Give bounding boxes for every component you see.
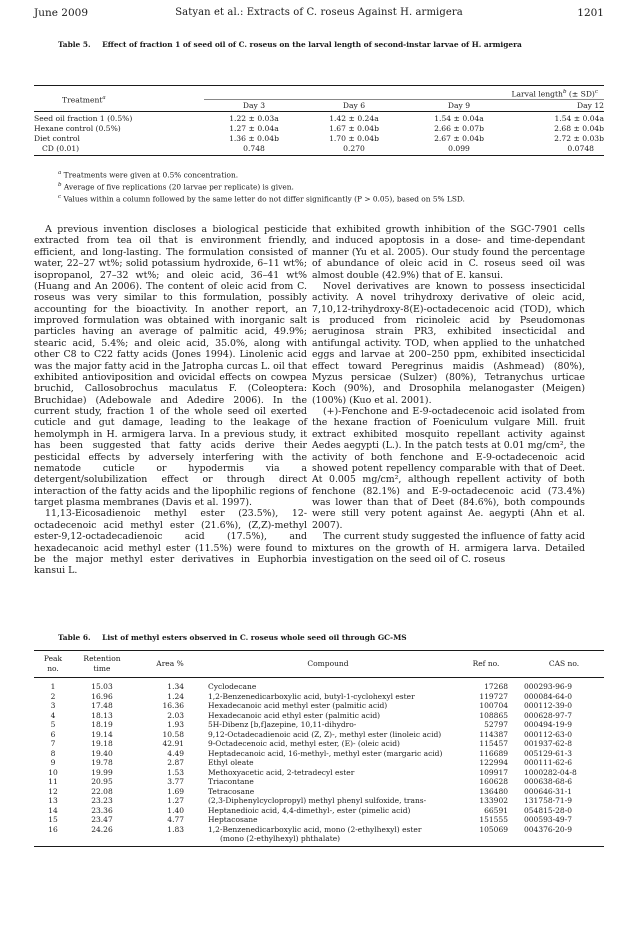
t6-cell-compound-continuation: (mono (2-ethylhexyl) phthalate) (208, 834, 448, 846)
t6-cell-ref: 119727 (479, 691, 508, 701)
t6-cell-compound: 1,2-Benzenedicarboxylic acid, mono (2-ethylhexyl) ester (208, 824, 422, 834)
table6-title: List of methyl esters observed in C. roseus whole seed oil through GC-MS (102, 633, 407, 642)
table-row (34, 730, 604, 740)
t6-cell-area: 4.49 (167, 748, 184, 758)
t6-cell-retention: 24.26 (91, 824, 113, 834)
t6-cell-area: 1.40 (167, 805, 184, 815)
t6-cell-cas: 000112-63-0 (524, 729, 573, 739)
t6-cell-retention: 19.18 (91, 739, 113, 748)
t6-cell-ref: 160628 (479, 777, 508, 786)
t6-cell-retention: 23.47 (91, 815, 113, 824)
t6-cell-ref: 109917 (479, 767, 508, 777)
t6-cell-cas: 001937-62-8 (524, 739, 573, 748)
t6-cell-ref: 52797 (484, 720, 508, 729)
t6-cell-cas: 000293-96-9 (524, 682, 573, 691)
t5-row (34, 112, 604, 124)
t6-cell-ref: 122994 (479, 758, 508, 767)
table6-caption (58, 633, 407, 642)
t6-cell-ref: 116689 (479, 748, 508, 758)
t6-cell-retention: 19.78 (91, 758, 113, 767)
t5-cell: 1.54 ± 0.04a (434, 114, 484, 124)
t6-cell-peak: 12 (48, 786, 58, 796)
t6-cell-area: 1.69 (167, 786, 184, 796)
t6-cell-cas: 000112-39-0 (524, 701, 573, 710)
table-row (34, 758, 604, 768)
t5-row-label: Diet control (34, 133, 80, 143)
t6-cell-cas: 000111-62-6 (524, 758, 573, 767)
table-row (34, 777, 604, 787)
t6-cell-peak: 5 (50, 720, 56, 729)
t5-larval-header: Larval length$^b$ (± SD)$^c$ (204, 86, 604, 100)
table5-label: Table 5. (58, 40, 91, 49)
t6-cell-cas: 000084-64-0 (524, 691, 573, 701)
t6-cell-compound: 5H-Dibenz [b,f]azepine, 10,11-dihydro- (208, 720, 357, 729)
t5-cell: 1.54 ± 0.04a (554, 114, 604, 124)
t6-cell-ref: 100704 (479, 701, 508, 710)
t6-header-ref: Ref no. (448, 651, 524, 678)
t5-row (34, 124, 604, 134)
t5-footnote: $^a$ Treatments were given at 0.5% concentration. (58, 170, 239, 180)
table5-caption (58, 40, 522, 49)
t6-cell-ref: 151555 (479, 815, 508, 824)
t6-cell-peak: 9 (50, 758, 56, 767)
t6-cell-area: 1.24 (167, 691, 184, 701)
t6-cell-ref: 133902 (479, 796, 508, 805)
t6-cell-compound: Heptadecanoic acid, 16-methyl-, methyl ester (margaric acid) (208, 748, 443, 758)
t6-cell-area: 42.91 (162, 739, 184, 748)
t6-cell-compound: Heptanedioic acid, 4,4-dimethyl-, ester (pimelic acid) (208, 805, 411, 815)
t5-cell: 1.36 ± 0.04b (229, 133, 279, 143)
t6-cell-cas: 000638-68-6 (524, 777, 573, 786)
page-number: 1201 (577, 7, 604, 19)
t6-cell-retention: 19.40 (91, 748, 113, 758)
t6-cell-cas: 000494-19-9 (524, 720, 573, 729)
t6-cell (72, 834, 132, 846)
t5-cell: 0.270 (304, 144, 404, 156)
body-column-left (34, 224, 307, 577)
t5-row (34, 144, 604, 156)
t6-cell-peak: 10 (48, 767, 58, 777)
t5-treatment-header: Treatment$^a$ (34, 86, 204, 112)
t5-cell: 1.22 ± 0.03a (229, 114, 279, 124)
t6-cell-peak: 8 (50, 748, 56, 758)
table-row-continuation (34, 834, 604, 846)
t6-cell-peak: 13 (48, 796, 58, 805)
t6-cell-area: 16.36 (162, 701, 184, 710)
table-row (34, 711, 604, 721)
t6-cell-compound: Ethyl oleate (208, 758, 254, 767)
t5-row-label: Seed oil fraction 1 (0.5%) (34, 114, 133, 124)
t6-cell-retention: 23.36 (91, 805, 113, 815)
t6-cell-compound: 9-Octadecenoic acid, methyl ester, (E)- (oleic acid) (208, 739, 400, 748)
table-row (34, 692, 604, 702)
table-row (34, 739, 604, 749)
t6-cell-area: 4.77 (167, 815, 184, 824)
t6-cell-compound: Hexadecanoic acid methyl ester (palmitic acid) (208, 701, 388, 710)
t6-cell-compound: Triacontane (208, 777, 254, 786)
t6-cell-area: 1.27 (167, 796, 184, 805)
body-paragraph: The current study suggested the influence of fatty acid mixtures on the growth of H. armigera larva. Detailed investigation on the seed oil of C. roseus (312, 531, 585, 565)
t5-cell: 2.66 ± 0.07b (434, 123, 484, 133)
table6-label: Table 6. (58, 633, 91, 642)
t5-footnote: $^c$ Values within a column followed by the same letter do not differ significantly (P > 0.05), based on 5% LSD. (58, 194, 465, 204)
t6-cell-retention: 18.13 (91, 710, 113, 720)
t6-cell-area: 2.03 (167, 710, 184, 720)
t5-cell: 0.099 (404, 144, 514, 156)
t6-cell (524, 834, 604, 846)
body-paragraph: Novel derivatives are known to possess insecticidal activity. A novel trihydroxy derivative of oleic acid, 7,10,12-trihydroxy-8(E)-octadecenoic acid (TOD), which is produced from ricinoleic acid by Pseudomonas aeruginosa strain PR3, exhibited insecticidal and antifungal activity. TOD, when applied to the unhatched eggs and larvae at 200–250 ppm, exhibited insecticidal effect toward Peregrinus maidis (Ashmead) (80%), Myzus persicae (Sulzer) (80%), Tetranychus urticae Koch (90%), and Drosophila melanogaster (Meigen) (100%) (Kuo et al. 2001). (312, 280, 585, 406)
t5-cell: 2.72 ± 0.03b (554, 133, 604, 143)
t6-cell-cas: 131758-71-9 (524, 796, 573, 805)
table-row (34, 678, 604, 692)
t6-cell-area: 3.77 (167, 777, 184, 786)
table-row (34, 825, 604, 835)
table5-title: Effect of fraction 1 of seed oil of C. roseus on the larval length of second-instar larvae of H. armigera (102, 40, 522, 49)
t5-cell: 1.42 ± 0.24a (329, 114, 379, 124)
t6-cell-area: 10.58 (162, 729, 184, 739)
header-date: June 2009 (34, 7, 89, 19)
t6-cell-ref: 66591 (484, 805, 508, 815)
table-row (34, 787, 604, 797)
t5-day-3: Day 3 (204, 100, 304, 112)
t6-cell-area: 1.34 (167, 682, 184, 691)
t5-row-label: CD (0.01) (34, 144, 204, 156)
table-row (34, 720, 604, 730)
t5-day-12: Day 12 (514, 100, 604, 112)
t5-day-9: Day 9 (404, 100, 514, 112)
t6-cell-peak: 15 (48, 815, 58, 824)
header-title: Satyan et al.: Extracts of C. roseus Against H. armigera (175, 7, 463, 18)
t6-cell-area: 2.87 (167, 758, 184, 767)
table-row (34, 796, 604, 806)
t6-cell (448, 834, 524, 846)
t6-cell-peak: 4 (50, 710, 56, 720)
table-row (34, 806, 604, 816)
t6-cell-compound: Heptacosane (208, 815, 258, 824)
t6-cell-ref: 17268 (484, 682, 508, 691)
t6-cell (34, 834, 72, 846)
t6-cell-peak: 14 (48, 805, 58, 815)
t6-cell-area: 1.53 (167, 767, 184, 777)
t6-cell-compound: Methoxyacetic acid, 2-tetradecyl ester (208, 767, 355, 777)
body-column-right (312, 224, 585, 565)
t6-cell-ref: 105069 (479, 824, 508, 834)
t6-cell-area: 1.93 (167, 720, 184, 729)
t6-header-area: Area % (132, 651, 208, 678)
t6-cell-cas: 1000282-04-8 (524, 767, 577, 777)
t6-cell-compound: Cyclodecane (208, 682, 257, 691)
t6-cell-compound: Tetracosane (208, 786, 255, 796)
table5 (34, 85, 604, 156)
t5-cell: 1.70 ± 0.04b (329, 133, 379, 143)
t6-cell-retention: 19.14 (91, 729, 113, 739)
t6-cell-ref: 114387 (479, 729, 508, 739)
t6-cell-peak: 11 (48, 777, 58, 786)
t6-header-peak: Peak no. (34, 651, 72, 678)
t6-cell-ref: 115457 (479, 739, 508, 748)
table-row (34, 815, 604, 825)
t6-cell-cas: 000628-97-7 (524, 710, 573, 720)
t5-cell: 0.748 (204, 144, 304, 156)
t6-cell-retention: 23.23 (91, 796, 113, 805)
body-paragraph: (+)-Fenchone and E-9-octadecenoic acid isolated from the hexane fraction of Foeniculum vulgare Mill. fruit extract exhibited mosquito repellant activity against Aedes aegypti (L.). In the patch tests at 0.01 mg/cm², the activity of both fenchone and E-9-octadecenoic acid showed potent repellency comparable with that of Deet. At 0.005 mg/cm², although repellent activity of both fenchone (82.1%) and E-9-octadecenoic acid (73.4%) was lower than that of Deet (84.6%), both compounds were still very potent against Ae. aegypti (Ahn et al. 2007). (312, 406, 585, 531)
t6-header-compound: Compound (208, 651, 448, 678)
t6-cell-ref: 136480 (479, 786, 508, 796)
t6-cell-peak: 6 (50, 729, 56, 739)
t5-day-6: Day 6 (304, 100, 404, 112)
t5-cell: 0.0748 (514, 144, 604, 156)
t6-cell-peak: 7 (50, 739, 56, 748)
t5-cell: 2.68 ± 0.04b (554, 123, 604, 133)
table-row (34, 768, 604, 778)
t5-cell: 2.67 ± 0.04b (434, 133, 484, 143)
t6-cell-peak: 3 (50, 701, 56, 710)
t6-cell-retention: 17.48 (91, 701, 113, 710)
t6-cell-compound: 1,2-Benzenedicarboxylic acid, butyl-1-cyclohexyl ester (208, 691, 415, 701)
t6-cell-peak: 2 (50, 691, 56, 701)
t6-cell-cas: 005129-61-3 (524, 748, 573, 758)
t6-cell-cas: 004376-20-9 (524, 824, 573, 834)
t5-cell: 1.67 ± 0.04b (329, 123, 379, 133)
body-paragraph: 11,13-Eicosadienoic methyl ester (23.5%), 12-octadecenoic acid methyl ester (21.6%), (Z,Z)-methyl ester-9,12-octadecadienoic acid (17.5%), and hexadecanoic acid methyl ester (11.5%) were found to be the major methyl ester derivatives in Euphorbia kansui L. (34, 508, 307, 577)
t6-cell-peak: 16 (48, 824, 58, 834)
t6-cell-peak: 1 (50, 682, 56, 691)
t6-header-retention: Retention time (72, 651, 132, 678)
t6-cell-cas: 000593-49-7 (524, 815, 573, 824)
t6-cell-retention: 16.96 (91, 691, 113, 701)
t5-row-label: Hexane control (0.5%) (34, 123, 121, 133)
t6-cell-area: 1.83 (167, 824, 184, 834)
t6-cell (132, 834, 208, 846)
table-row (34, 749, 604, 759)
running-header (34, 7, 604, 23)
t6-header-cas: CAS no. (524, 651, 604, 678)
t6-cell-compound: 9,12-Octadecadienoic acid (Z, Z)-, methyl ester (linoleic acid) (208, 729, 442, 739)
t6-cell-retention: 19.99 (91, 767, 113, 777)
t6-cell-ref: 108865 (479, 710, 508, 720)
t5-row (34, 134, 604, 144)
t5-cell: 1.27 ± 0.04a (229, 123, 279, 133)
t6-cell-retention: 22.08 (91, 786, 113, 796)
t6-cell-retention: 20.95 (91, 777, 113, 786)
t6-cell-compound: Hexadecanoic acid ethyl ester (palmitic acid) (208, 710, 381, 720)
t6-cell-cas: 000646-31-1 (524, 786, 573, 796)
t5-footnote: $^b$ Average of five replications (20 larvae per replicate) is given. (58, 182, 294, 192)
t6-cell-cas: 054815-28-0 (524, 805, 573, 815)
t6-cell-retention: 18.19 (91, 720, 113, 729)
body-paragraph: A previous invention discloses a biological pesticide extracted from tea oil that is environment friendly, efficient, and long-lasting. The formulation consisted of water, 22–27 wt%; solid potassium hydroxide, 6–11 wt%; isopropanol, 27–32 wt%; and oleic acid, 36–41 wt% (Huang and An 2006). The content of oleic acid from C. roseus was very similar to this formulation, possibly accounting for the bioactivity. In another report, an improved formulation was obtained with inorganic salt particles having an average of palmitic acid, 49.9%; stearic acid, 5.4%; and oleic acid, 35.0%, along with other C8 to C22 fatty acids (Jones 1994). Linolenic acid was the major fatty acid in the Jatropha curcas L. oil that exhibited antioviposition and ovicidal effects on cowpea bruchid, Callosobrochus maculatus F. (Coleoptera: Bruchidae) (Adebowale and Adedire 2006). In the current study, fraction 1 of the whole seed oil exerted cuticle and gut damage, leading to the leakage of hemolymph in H. armigera larva. In a previous study, it has been suggested that fatty acids derive their pesticidal effects by adversely interfering with the nematode cuticle or hypodermis via a detergent/solubilization effect or through direct interaction of the fatty acids and the lipophilic regions of target plasma membranes (Davis et al. 1997). (34, 224, 307, 508)
body-paragraph: that exhibited growth inhibition of the SGC-7901 cells and induced apoptosis in a dose- and time-dependant manner (Yu et al. 2005). Our study found the percentage of abundance of oleic acid in C. roseus seed oil was almost double (42.9%) that of E. kansui. (312, 224, 585, 281)
table-row (34, 701, 604, 711)
t6-cell-compound: (2,3-Diphenylcyclopropyl) methyl phenyl sulfoxide, trans- (208, 796, 427, 805)
t6-cell-retention: 15.03 (91, 682, 113, 691)
table6 (34, 650, 604, 847)
